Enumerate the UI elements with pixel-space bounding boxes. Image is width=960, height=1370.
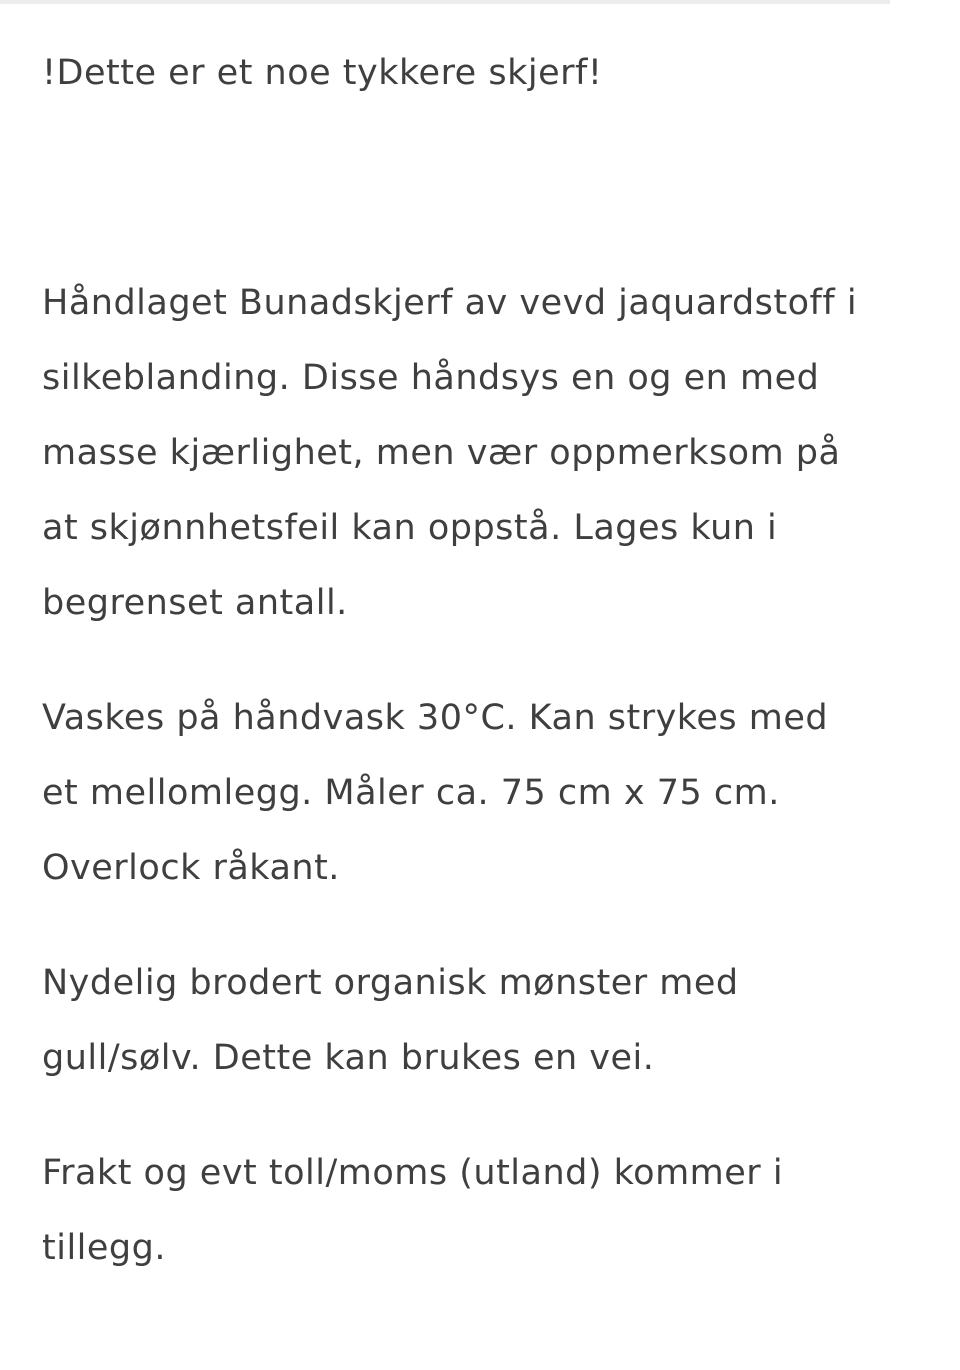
top-divider <box>0 0 890 4</box>
description-paragraph-care: Vaskes på håndvask 30°C. Kan strykes med et mellomlegg. Måler ca. 75 cm x 75 cm. Overlock råkant. <box>42 698 829 888</box>
warning-text: !Dette er et noe tykkere skjerf! <box>42 53 603 93</box>
product-description <box>42 36 872 1326</box>
description-paragraph-material: Håndlaget Bunadskjerf av vevd jaquardstoff i silkeblanding. Disse håndsys en og en med masse kjærlighet, men vær oppmerksom på at skjønnhetsfeil kan oppstå. Lages kun i begrenset antall. <box>42 283 858 623</box>
description-paragraph-pattern: Nydelig brodert organisk mønster med gull/sølv. Dette kan brukes en vei. <box>42 963 739 1078</box>
description-paragraph-shipping: Frakt og evt toll/moms (utland) kommer i tillegg. <box>42 1153 784 1268</box>
